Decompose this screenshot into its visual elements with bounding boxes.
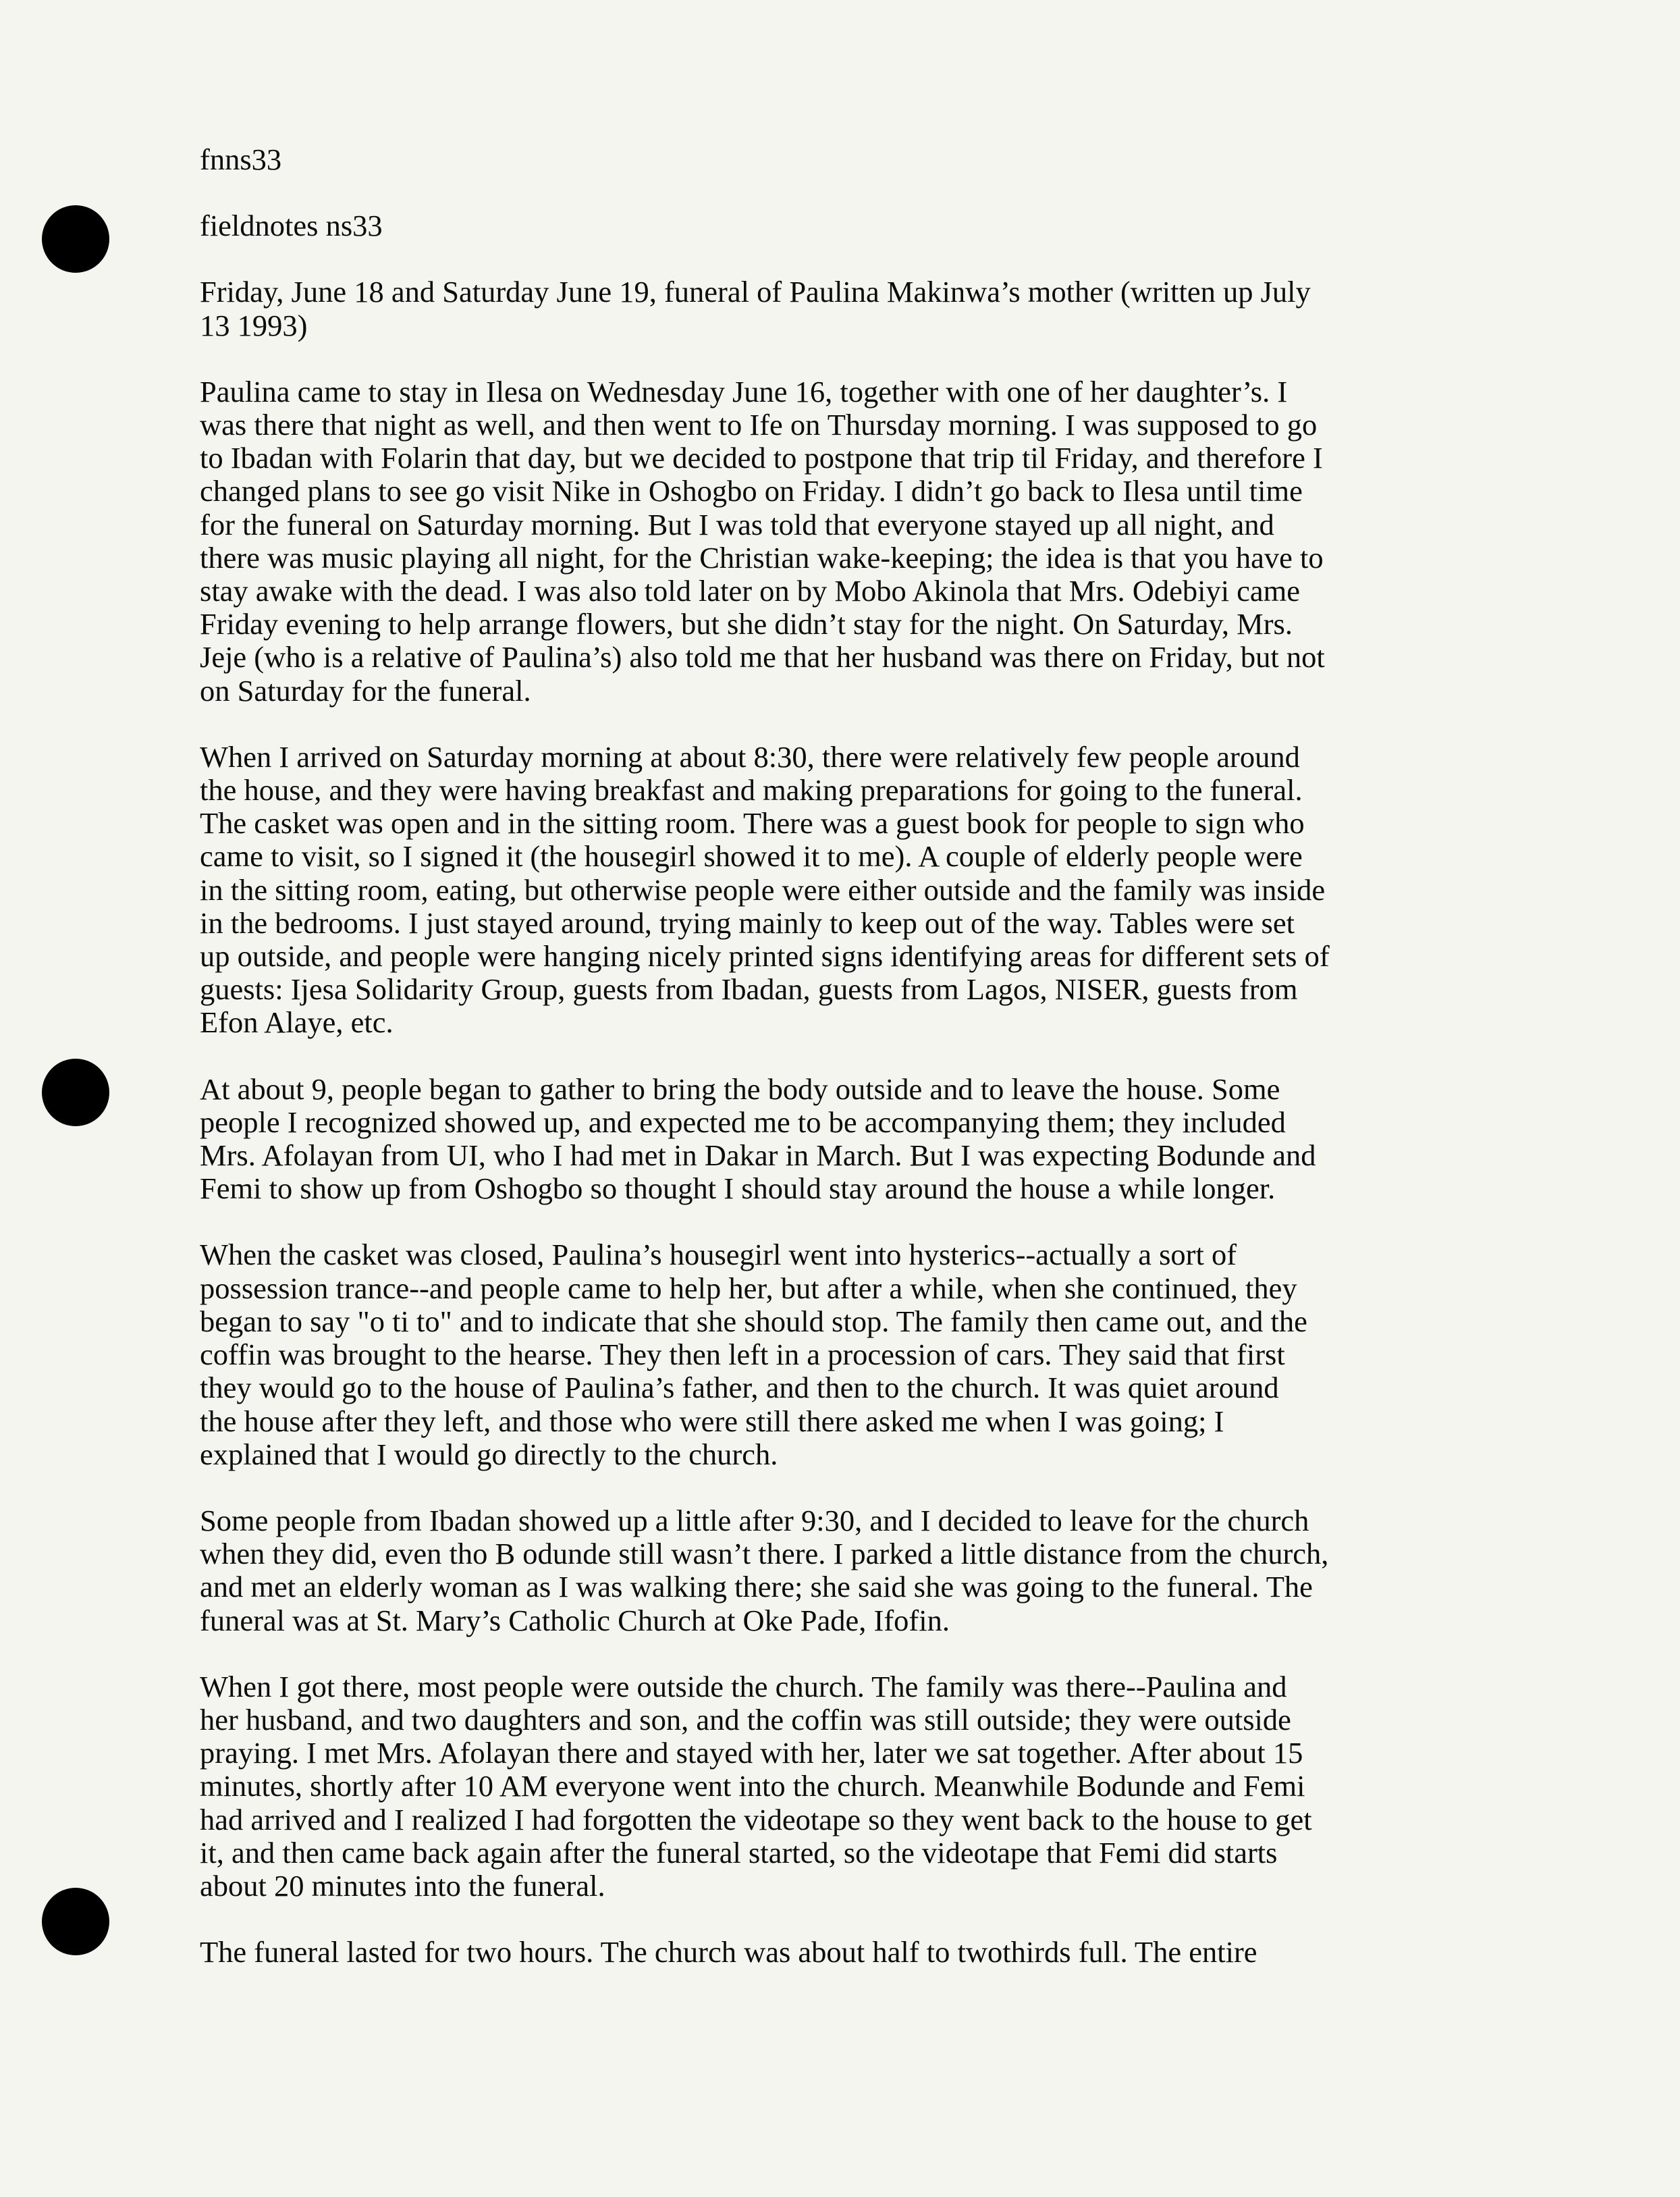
text-line: the house, and they were having breakfast and making preparations for going to the funeral. (200, 773, 1303, 808)
text-line: had arrived and I realized I had forgotten the videotape so they went back to the house to get (200, 1802, 1312, 1836)
punch-hole (42, 205, 109, 273)
text-line: it, and then came back again after the funeral started, so the videotape that Femi did starts (200, 1835, 1278, 1870)
text-line: When I got there, most people were outside the church. The family was there--Paulina and (200, 1669, 1287, 1703)
paragraphs (200, 375, 1509, 1969)
text-line: Jeje (who is a relative of Paulina’s) also told me that her husband was there on Friday, but not (200, 640, 1325, 674)
text-line: Friday evening to help arrange flowers, but she didn’t stay for the night. On Saturday, Mrs. (200, 607, 1293, 641)
text-line: coffin was brought to the hearse. They then left in a procession of cars. They said that first (200, 1338, 1285, 1372)
document-title: fieldnotes ns33 (200, 209, 383, 243)
text-line: minutes, shortly after 10 AM everyone went into the church. Meanwhile Bodunde and Femi (200, 1769, 1305, 1803)
text-line: At about 9, people began to gather to bring the body outside and to leave the house. Some (200, 1071, 1280, 1106)
punch-hole (42, 1888, 109, 1955)
text-line: stay awake with the dead. I was also told later on by Mobo Akinola that Mrs. Odebiyi came (200, 574, 1301, 608)
text-line: Friday, June 18 and Saturday June 19, funeral of Paulina Makinwa’s mother (written up July (200, 275, 1311, 309)
paragraph (200, 1670, 1509, 1903)
text-line: in the sitting room, eating, but otherwise people were either outside and the family was inside (200, 872, 1326, 907)
text-line: praying. I met Mrs. Afolayan there and stayed with her, later we sat together. After about 15 (200, 1736, 1303, 1770)
entry-heading (200, 275, 1509, 375)
text-line: about 20 minutes into the funeral. (200, 1868, 605, 1903)
punch-hole (42, 1059, 109, 1126)
text-line: When I arrived on Saturday morning at about 8:30, there were relatively few people around (200, 739, 1300, 774)
text-line: the house after they left, and those who were still there asked me when I was going; I (200, 1404, 1224, 1438)
text-line: began to say "o ti to" and to indicate that she should stop. The family then came out, and the (200, 1304, 1307, 1338)
text-line: came to visit, so I signed it (the housegirl showed it to me). A couple of elderly people were (200, 839, 1303, 874)
text-line: up outside, and people were hanging nicely printed signs identifying areas for different sets of (200, 939, 1330, 974)
text-line: her husband, and two daughters and son, and the coffin was still outside; they were outside (200, 1702, 1291, 1737)
paragraph (200, 1504, 1509, 1637)
text-line: The casket was open and in the sitting room. There was a guest book for people to sign who (200, 806, 1305, 841)
text-line: was there that night as well, and then went to Ife on Thursday morning. I was supposed to go (200, 408, 1318, 442)
text-line: explained that I would go directly to the church. (200, 1437, 778, 1471)
text-line: The funeral lasted for two hours. The church was about half to twothirds full. The entire (200, 1935, 1257, 1969)
text-line: When the casket was closed, Paulina’s housegirl went into hysterics--actually a sort of (200, 1238, 1237, 1272)
document-id: fnns33 (200, 142, 282, 176)
document-body (200, 143, 1509, 1969)
text-line: Some people from Ibadan showed up a little after 9:30, and I decided to leave for the church (200, 1503, 1309, 1537)
text-line: when they did, even tho B odunde still wasn’t there. I parked a little distance from the church, (200, 1537, 1329, 1571)
text-line: guests: Ijesa Solidarity Group, guests from Ibadan, guests from Lagos, NISER, guests from (200, 972, 1298, 1007)
text-line: on Saturday for the funeral. (200, 673, 531, 708)
paragraph (200, 1238, 1509, 1471)
text-line: Femi to show up from Oshogbo so thought I should stay around the house a while longer. (200, 1171, 1276, 1206)
paragraph (200, 375, 1509, 708)
text-line: Efon Alaye, etc. (200, 1005, 394, 1040)
text-line: in the bedrooms. I just stayed around, trying mainly to keep out of the way. Tables were set (200, 905, 1295, 940)
text-line: funeral was at St. Mary’s Catholic Church at Oke Pade, Ifofin. (200, 1603, 950, 1637)
text-line: possession trance--and people came to help her, but after a while, when she continued, they (200, 1271, 1297, 1305)
paragraph (200, 1936, 1509, 1969)
text-line: people I recognized showed up, and expected me to be accompanying them; they included (200, 1105, 1286, 1139)
text-line: and met an elderly woman as I was walking there; she said she was going to the funeral. The (200, 1570, 1313, 1604)
text-line: 13 1993) (200, 308, 308, 342)
text-line: they would go to the house of Paulina’s father, and then to the church. It was quiet around (200, 1371, 1279, 1405)
text-line: Mrs. Afolayan from UI, who I had met in Dakar in March. But I was expecting Bodunde and (200, 1138, 1316, 1173)
text-line: Paulina came to stay in Ilesa on Wednesday June 16, together with one of her daughter’s. I (200, 374, 1288, 408)
text-line: changed plans to see go visit Nike in Oshogbo on Friday. I didn’t go back to Ilesa until time (200, 474, 1303, 508)
text-line: there was music playing all night, for the Christian wake-keeping; the idea is that you have to (200, 540, 1324, 575)
text-line: for the funeral on Saturday morning. But I was told that everyone stayed up all night, and (200, 507, 1274, 541)
paragraph (200, 741, 1509, 1040)
paragraph (200, 1073, 1509, 1206)
text-line: to Ibadan with Folarin that day, but we decided to postpone that trip til Friday, and therefore I (200, 441, 1323, 475)
